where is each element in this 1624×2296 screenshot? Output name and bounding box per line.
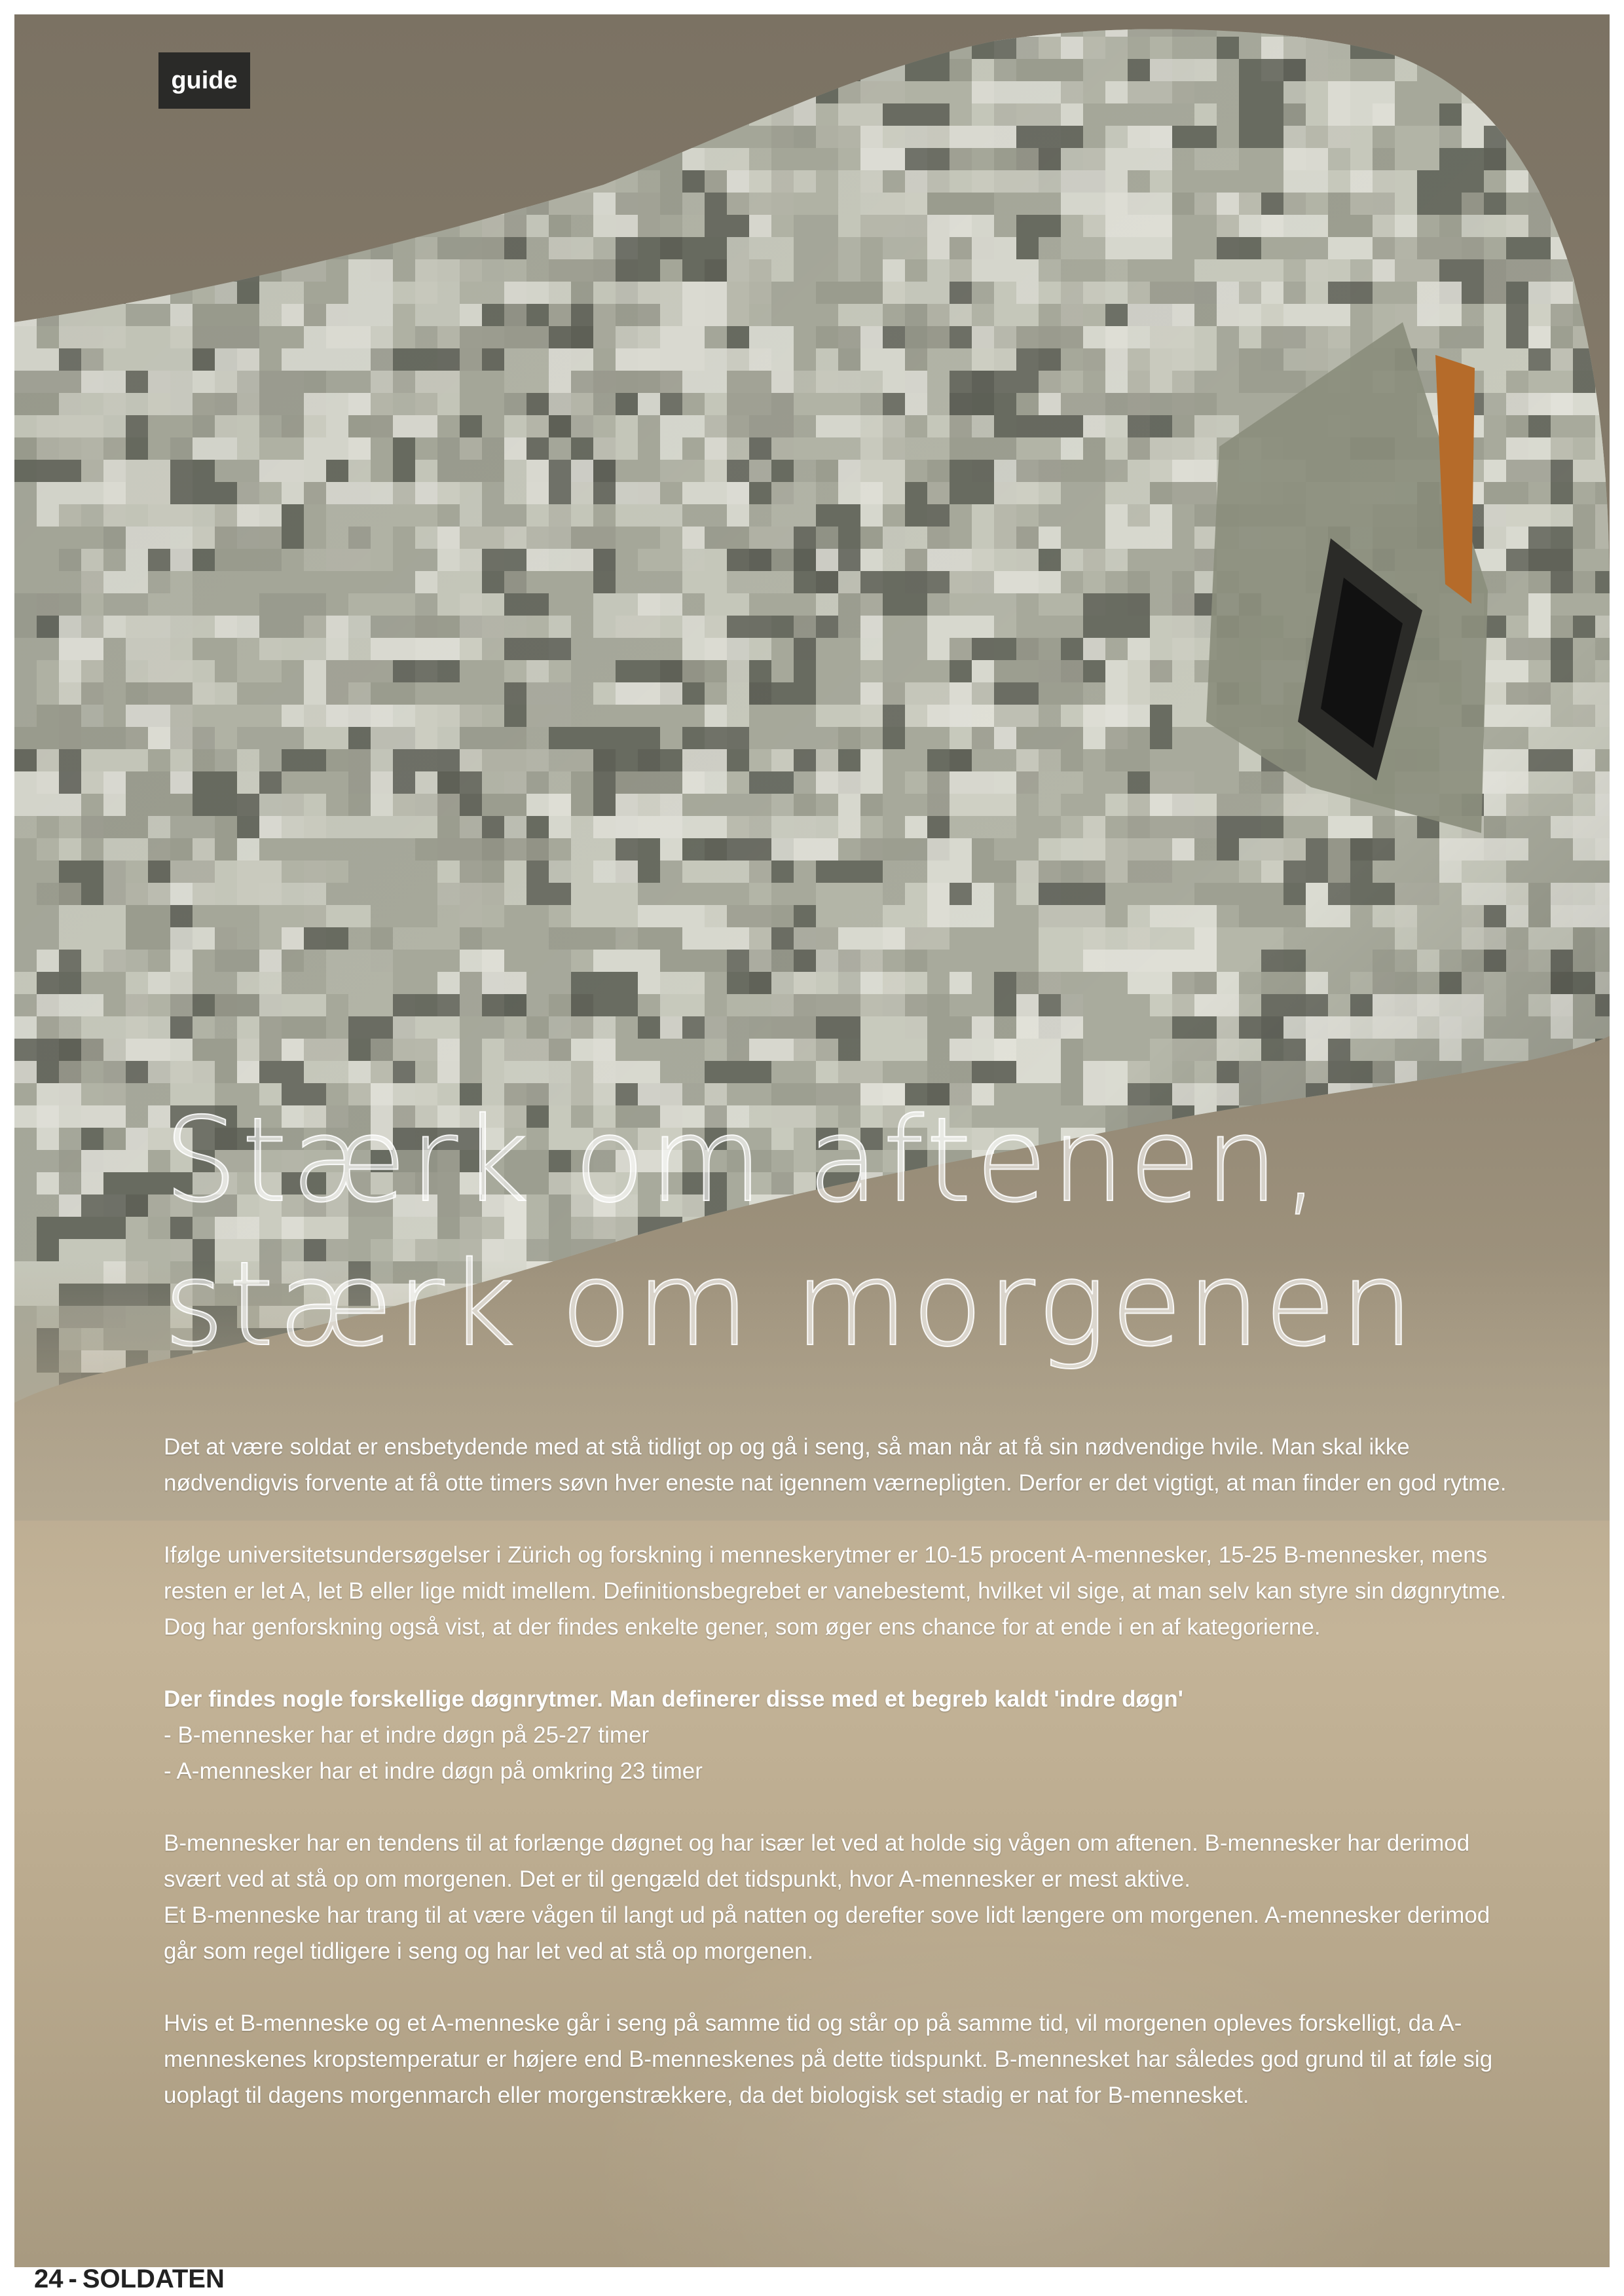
list-item: - A-mennesker har et indre døgn på omkring 23 timer [164, 1753, 1526, 1789]
section-tag: guide [158, 52, 250, 109]
list-lead: Der findes nogle forskellige døgnrytmer. Man definerer disse med et begreb kaldt 'indre døgn' [164, 1686, 1183, 1712]
article-body [164, 1429, 1526, 2149]
paragraph-conclusion: Hvis et B-menneske og et A-menneske går i seng på samme tid og står op på samme tid, vil morgenen opleves forskelligt, da A-menneskenes kropstemperatur er højere end B-menneskenes på dette tidspunkt. B-mennesket har således god grund til at føle sig uoplagt til dagens morgenmarch eller morgenstrækkere, da det biologisk set stadig er nat for B-mennesket. [164, 2010, 1493, 2108]
magazine-page [14, 14, 1610, 2293]
article-title [164, 1088, 1539, 1377]
publication-name: SOLDATEN [82, 2265, 225, 2293]
paragraph-b-people-1: B-mennesker har en tendens til at forlænge døgnet og har især let ved at holde sig vågen om aftenen. B-mennesker har derimod svært ved at stå op om morgenen. Det er til gengæld det tidspunkt, hvor A-mennesker er mest aktive. [164, 1830, 1470, 1892]
paragraph-b-people [164, 1825, 1526, 1969]
paragraph-research: Ifølge universitetsundersøgelser i Zürich og forskning i menneskerytmer er 10-15 procent A-mennesker, 15-25 B-mennesker, mens resten er let A, let B eller lige midt imellem. Definitionsbegrebet er vanebestemt, hvilket vil sige, at man selv kan styre sin døgnrytme. Dog har genforskning også vist, at der findes enkelte gener, som øger ens chance for at ende i en af kategorierne. [164, 1542, 1507, 1640]
list-item: - B-mennesker har et indre døgn på 25-27 timer [164, 1717, 1526, 1753]
title-line-1: Stærk om aftenen, [164, 1092, 1323, 1228]
page-footer [34, 2262, 225, 2296]
title-line-2: stærk om morgenen [164, 1236, 1418, 1372]
page-number: 24 [34, 2265, 64, 2293]
footer-separator: - [68, 2265, 77, 2293]
paragraph-b-people-2: Et B-menneske har trang til at være vågen til langt ud på natten og derefter sove lidt længere om morgenen. A-mennesker derimod går som regel tidligere i seng og har let ved at stå op morgenen. [164, 1902, 1490, 1964]
paragraph-intro: Det at være soldat er ensbetydende med at stå tidligt op og gå i seng, så man når at få sin nødvendige hvile. Man skal ikke nødvendigvis forvente at få otte timers søvn hver eneste nat igennem værnepligten. Derfor er det vigtigt, at man finder en god rytme. [164, 1434, 1507, 1496]
rhythm-list [164, 1717, 1526, 1789]
